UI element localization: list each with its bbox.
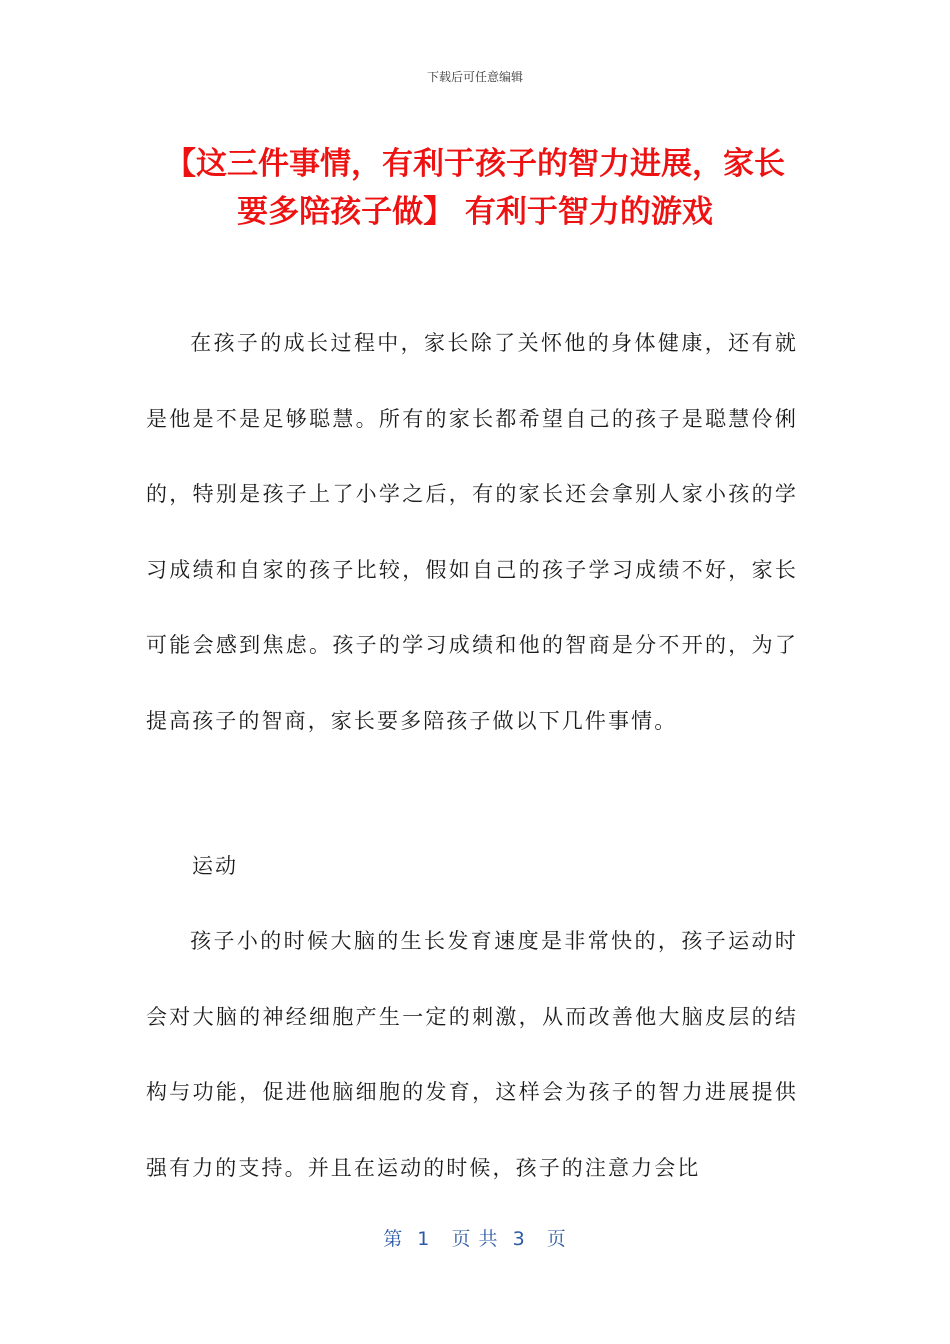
page-number-footer: 第 1 页 共 3 页: [383, 1228, 567, 1250]
header-note: 下载后可任意编辑: [426, 70, 523, 84]
document-title: 【这三件事情，有利于孩子的智力进展，家长要多陪孩子做】 有利于智力的游戏: [165, 146, 785, 230]
section-heading: 运动: [192, 854, 238, 878]
section-paragraph: 孩子小的时候大脑的生长发育速度是非常快的，孩子运动时会对大脑的神经细胞产生一定的刺激，从而改善他大脑皮层的结构与功能，促进他脑细胞的发育，这样会为孩子的智力进展提供强有力的支持。并且在运动的时候，孩子的注意力会比: [146, 929, 798, 1180]
body-paragraph: 在孩子的成长过程中，家长除了关怀他的身体健康，还有就是他是不是足够聪慧。所有的家长都希望自己的孩子是聪慧伶俐的，特别是孩子上了小学之后，有的家长还会拿别人家小孩的学习成绩和自家的孩子比较，假如自己的孩子学习成绩不好，家长可能会感到焦虑。孩子的学习成绩和他的智商是分不开的，为了提高孩子的智商，家长要多陪孩子做以下几件事情。: [146, 331, 798, 733]
